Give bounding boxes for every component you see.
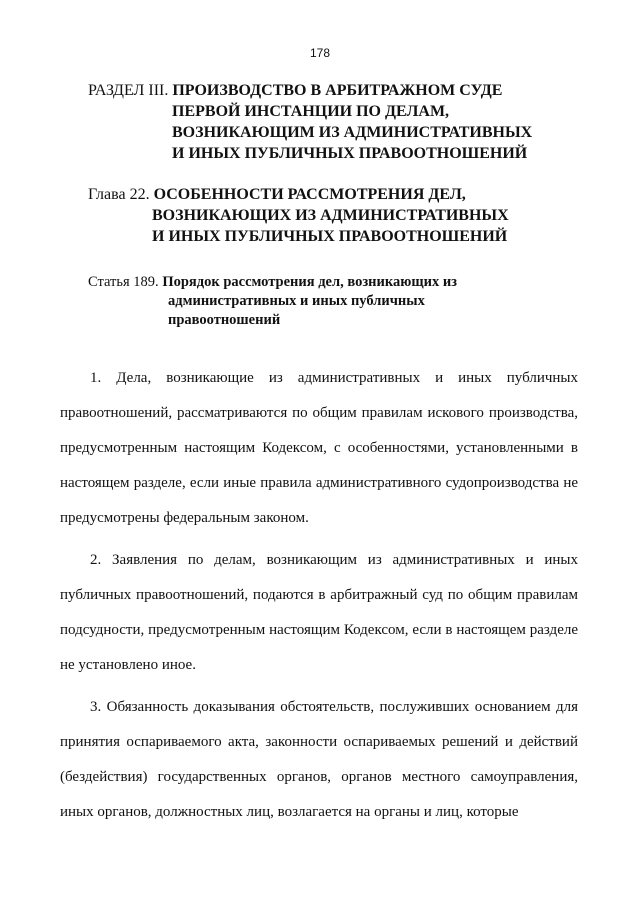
section-title-line-2: ПЕРВОЙ ИНСТАНЦИИ ПО ДЕЛАМ, xyxy=(172,103,450,120)
article-number: Статья 189. xyxy=(88,274,159,290)
paragraph-2: 2. Заявления по делам, возникающим из административных и иных публичных правоотношений, подаются в арбитражный суд по общим правилам подсудности, предусмотренным настоящим Кодексом, если в настоящем разделе не установлено иное. xyxy=(60,552,578,673)
article-body xyxy=(60,361,578,830)
chapter-title-line-2: ВОЗНИКАЮЩИХ ИЗ АДМИНИСТРАТИВНЫХ xyxy=(152,207,509,224)
section-title-line-3: ВОЗНИКАЮЩИМ ИЗ АДМИНИСТРАТИВНЫХ xyxy=(172,124,533,141)
paragraph-1: 1. Дела, возникающие из административных и иных публичных правоотношений, рассматриваются по общим правилам искового производства, предусмотренным настоящим Кодексом, с особенностями, установленными в настоящем разделе, если иные правила административного судопроизводства не предусмотрены федеральным законом. xyxy=(60,370,578,526)
article-heading xyxy=(88,273,457,330)
article-title-line-3: правоотношений xyxy=(168,312,281,328)
section-title-line-4: И ИНЫХ ПУБЛИЧНЫХ ПРАВООТНОШЕНИЙ xyxy=(172,145,528,162)
section-title-line-1: ПРОИЗВОДСТВО В АРБИТРАЖНОМ СУДЕ xyxy=(172,82,503,99)
article-title-line-1: Порядок рассмотрения дел, возникающих из xyxy=(162,274,458,290)
chapter-number: Глава 22. xyxy=(88,186,150,203)
chapter-title-line-1: ОСОБЕННОСТИ РАССМОТРЕНИЯ ДЕЛ, xyxy=(153,186,466,203)
page-number: 178 xyxy=(309,46,331,60)
paragraph-3: 3. Обязанность доказывания обстоятельств, послуживших основанием для принятия оспариваемого акта, законности оспариваемых решений и действий (бездействия) государственных органов, органов местного самоуправления, иных органов, должностных лиц, возлагается на органы и лиц, которые xyxy=(60,699,578,820)
section-number: РАЗДЕЛ III. xyxy=(88,82,169,99)
section-heading xyxy=(88,80,532,164)
chapter-title-line-3: И ИНЫХ ПУБЛИЧНЫХ ПРАВООТНОШЕНИЙ xyxy=(152,228,508,245)
chapter-heading xyxy=(88,184,509,247)
article-title-line-2: административных и иных публичных xyxy=(168,293,425,309)
